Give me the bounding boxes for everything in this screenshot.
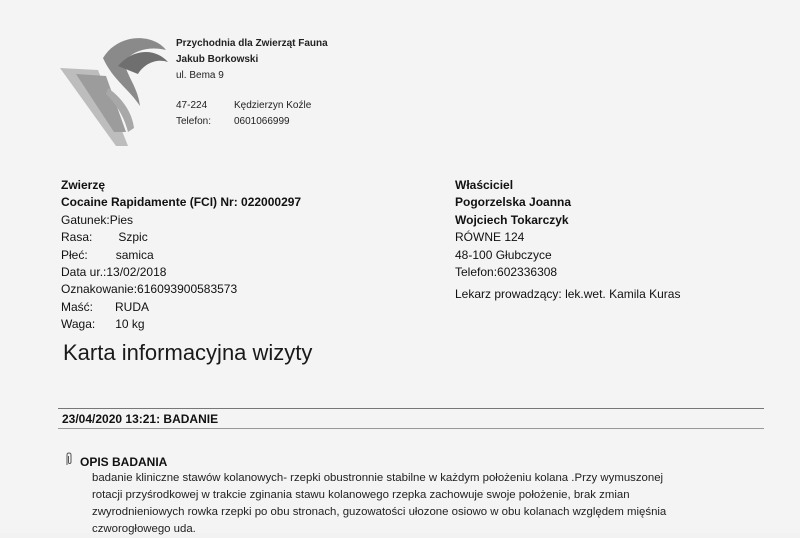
vet-name: lek.wet. Kamila Kuras <box>565 287 681 302</box>
sex-value: samica <box>115 247 154 262</box>
dob-label: Data ur.: <box>61 265 107 280</box>
exam-description <box>92 470 792 538</box>
species-row <box>61 212 301 229</box>
weight-value: 10 kg <box>115 317 145 332</box>
clinic-city: Kędzierzyn Koźle <box>234 100 312 111</box>
dob-row <box>61 264 301 281</box>
clinic-owner: Jakub Borkowski <box>176 54 259 65</box>
species-label: Gatunek: <box>61 212 110 227</box>
color-value: RUDA <box>115 299 150 314</box>
animal-section <box>61 177 301 334</box>
owner-city: 48-100 Głubczyce <box>455 247 552 262</box>
clinic-logo <box>58 28 170 148</box>
animal-name-line: Cocaine Rapidamente (FCI) Nr: 022000297 <box>61 195 302 210</box>
animal-heading: Zwierzę <box>61 178 106 192</box>
breed-label: Rasa: <box>61 230 93 245</box>
sex-label: Płeć: <box>61 247 88 262</box>
breed-value: Szpic <box>118 230 148 245</box>
section-title: OPIS BADANIA <box>80 455 168 469</box>
owner-phone: 602336308 <box>497 265 558 280</box>
paperclip-icon <box>64 452 74 466</box>
owner-heading: Właściciel <box>455 178 514 192</box>
color-row <box>61 299 301 316</box>
exam-line: rotacji przyśrodkowej w trakcie zginania stawu kolanowego rzepka zachowuje swoje położenie, brak zmian <box>92 489 630 501</box>
vet-label: Lekarz prowadzący: <box>455 287 562 302</box>
chip-row <box>61 281 301 298</box>
owner-phone-label: Telefon: <box>455 265 498 280</box>
clinic-phone: 0601066999 <box>234 116 290 127</box>
clinic-phone-label: Telefon: <box>176 116 212 127</box>
clinic-street: ul. Bema 9 <box>176 70 224 81</box>
sex-row <box>61 247 301 264</box>
owner-name-1: Pogorzelska Joanna <box>455 195 572 210</box>
clinic-info <box>176 36 328 130</box>
exam-line: zwyrodnieniowych rowka rzepki po obu stronach, guzowatości ułozone osiowo w obu kolanach względem mięśnia <box>92 506 667 518</box>
exam-line: badanie kliniczne stawów kolanowych- rzepki obustronnie stabilne w każdym położeniu kolana .Przy wymuszonej <box>92 472 664 484</box>
document-title: Karta informacyjna wizyty <box>63 340 313 365</box>
visit-header: 23/04/2020 13:21: BADANIE <box>62 412 219 426</box>
divider-bottom <box>58 428 764 429</box>
owner-phone-row <box>455 264 680 281</box>
color-label: Maść: <box>61 299 94 314</box>
breed-row <box>61 229 301 246</box>
exam-line: czworogłowego uda. <box>92 523 196 535</box>
chip-label: Oznakowanie: <box>61 282 138 297</box>
species-value: Pies <box>109 212 134 227</box>
clinic-address-row <box>176 98 328 114</box>
weight-row <box>61 316 301 333</box>
clinic-postal: 47-224 <box>176 100 208 111</box>
vet-row <box>455 286 680 303</box>
clinic-name: Przychodnia dla Zwierząt Fauna <box>176 38 328 49</box>
owner-section <box>455 177 680 304</box>
weight-label: Waga: <box>61 317 96 332</box>
dob-value: 13/02/2018 <box>106 265 167 280</box>
owner-address: RÓWNE 124 <box>455 230 525 245</box>
clinic-phone-row <box>176 114 328 130</box>
owner-name-2: Wojciech Tokarczyk <box>455 212 569 227</box>
chip-value: 616093900583573 <box>137 282 238 297</box>
divider-top <box>58 408 764 409</box>
